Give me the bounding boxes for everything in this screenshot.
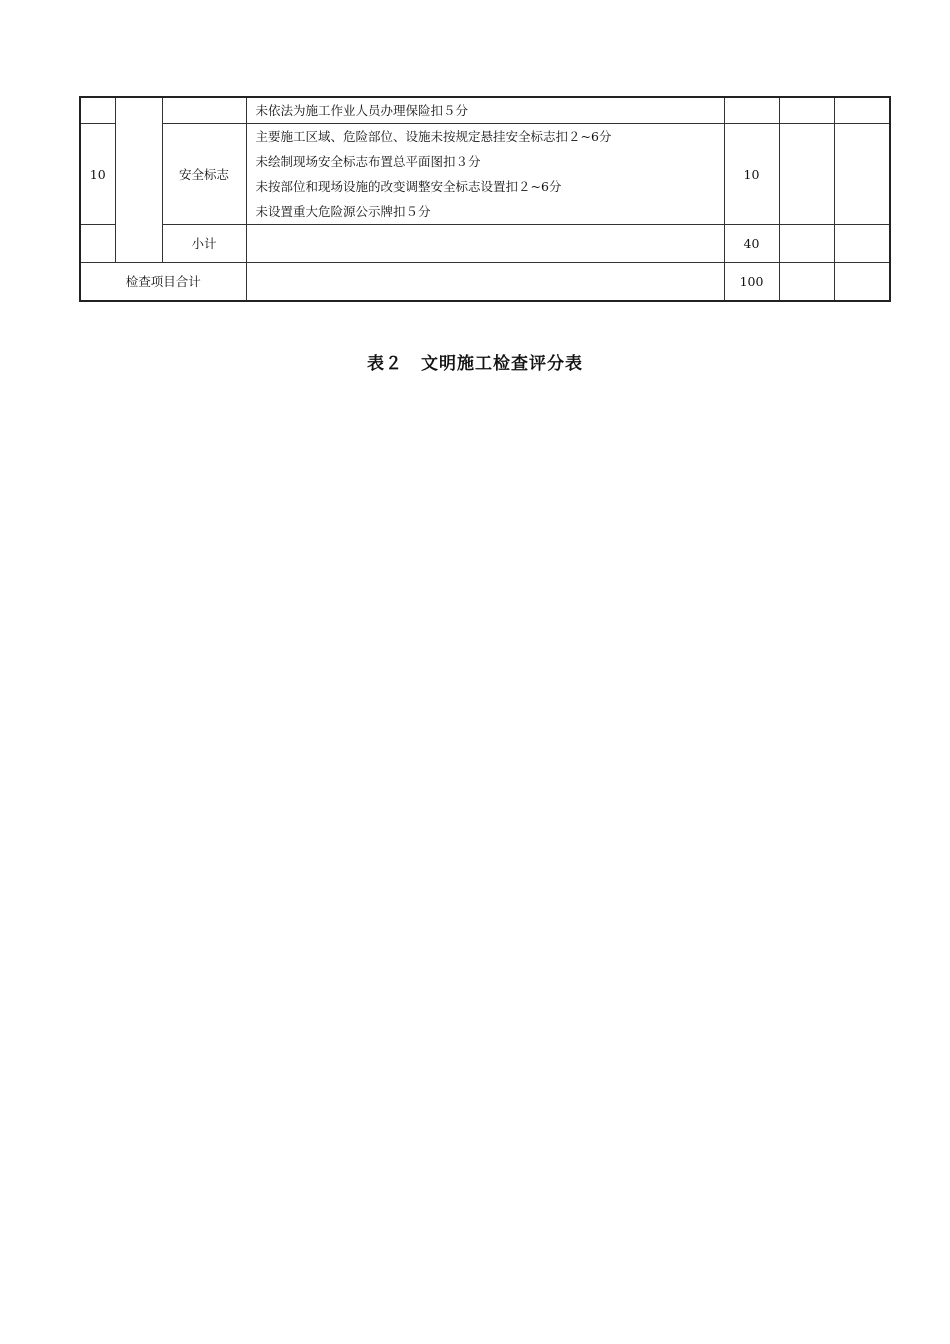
table-row	[80, 97, 890, 124]
table-caption	[0, 349, 950, 374]
actual-cell	[834, 124, 890, 225]
seq-cell	[80, 225, 115, 263]
deduction-cell	[246, 263, 724, 301]
deduction-cell: 未依法为施工作业人员办理保险扣５分	[246, 97, 724, 124]
deducted-cell	[779, 124, 834, 225]
total-label: 检查项目合计	[80, 263, 246, 301]
total-score: 100	[724, 263, 779, 301]
caption-text: 文明施工检查评分表	[421, 354, 583, 374]
score-cell: 10	[724, 124, 779, 225]
deduction-line: 未设置重大危险源公示牌扣５分	[255, 204, 431, 219]
item-cell: 安全标志	[162, 124, 246, 225]
subtotal-row	[80, 225, 890, 263]
seq-cell	[80, 97, 115, 124]
subtotal-score: 40	[724, 225, 779, 263]
actual-cell	[834, 225, 890, 263]
score-cell	[724, 97, 779, 124]
item-cell	[162, 97, 246, 124]
deducted-cell	[779, 225, 834, 263]
actual-cell	[834, 263, 890, 301]
subtotal-label: 小计	[162, 225, 246, 263]
deducted-cell	[779, 97, 834, 124]
score-table	[79, 96, 891, 302]
table-row	[80, 124, 890, 225]
deducted-cell	[779, 263, 834, 301]
deduction-line: 主要施工区域、危险部位、设施未按规定悬挂安全标志扣２~6分	[255, 129, 612, 144]
total-row	[80, 263, 890, 301]
seq-cell: 10	[80, 124, 115, 225]
deduction-cell	[246, 124, 724, 225]
deduction-line: 未绘制现场安全标志布置总平面图扣３分	[255, 154, 481, 169]
caption-number: 表２	[367, 354, 403, 374]
deduction-line: 未按部位和现场设施的改变调整安全标志设置扣２~6分	[255, 179, 562, 194]
actual-cell	[834, 97, 890, 124]
category-cell	[115, 97, 162, 263]
deduction-cell	[246, 225, 724, 263]
